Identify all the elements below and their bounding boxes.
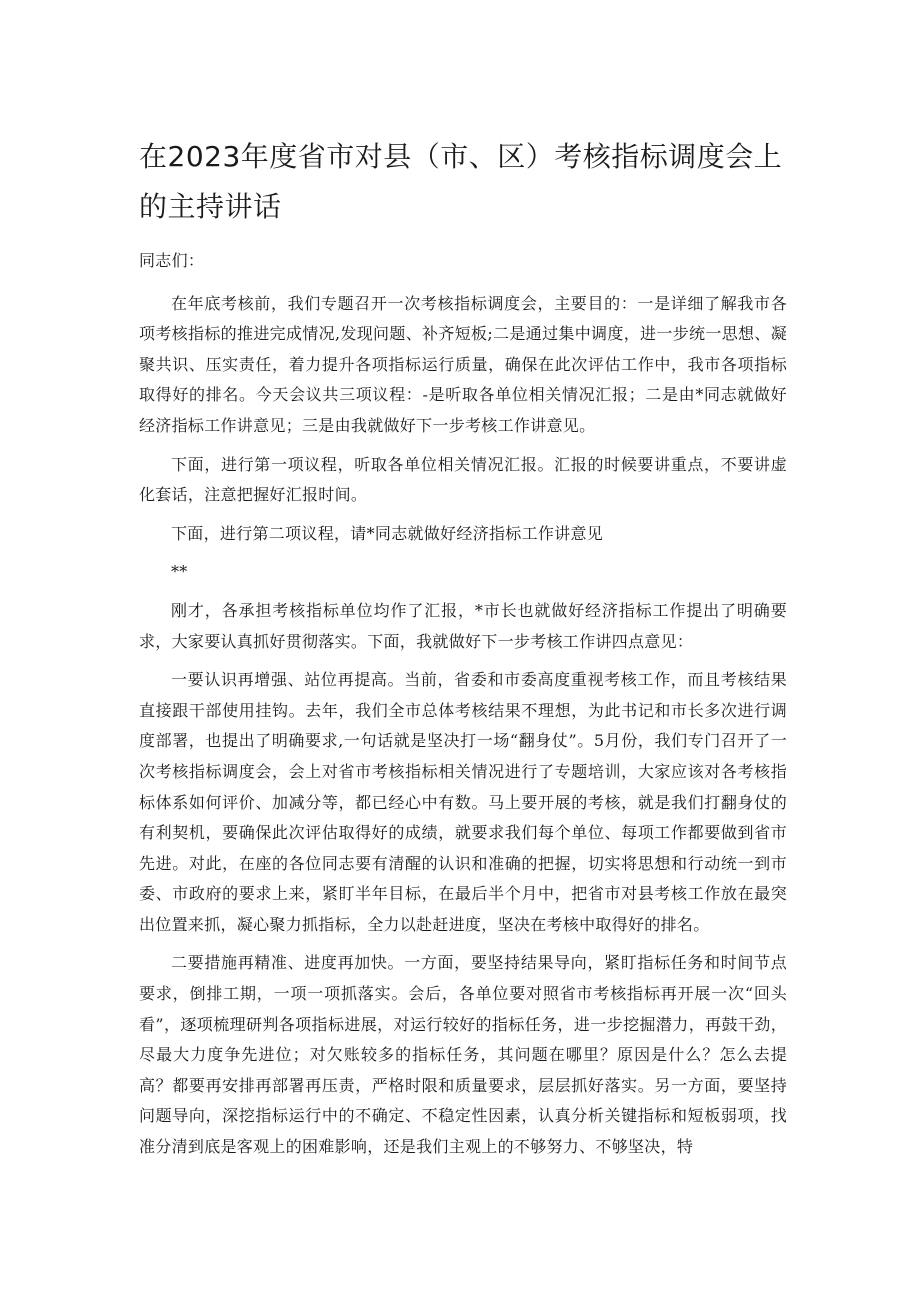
salutation: 同志们： [139,251,205,270]
document-body [139,246,787,1171]
document-title: 在2023年度省市对县（市、区）考核指标调度会上的主持讲话 [139,140,783,223]
paragraph-point-one: 一要认识再增强、站位再提高。当前，省委和市委高度重视考核工作，而且考核结果直接跟干部使用挂钩。去年，我们全市总体考核结果不理想，为此书记和市长多次进行调度部署，也提出了明确要求,一句话就是坚决打一场“翻身仗”。5月份，我们专门召开了一次考核指标调度会，会上对省市考核指标相关情况进行了专题培训，大家应该对各考核指标体系如何评价、加减分等，都已经心中有数。马上要开展的考核，就是我们打翻身仗的有利契机，要确保此次评估取得好的成绩，就要求我们每个单位、每项工作都要做到省市先进。对此，在座的各位同志要有清醒的认识和准确的把握，切实将思想和行动统一到市委、市政府的要求上来，紧盯半年目标，在最后半个月中，把省市对县考核工作放在最突出位置来抓，凝心聚力抓指标，全力以赴赶进度，坚决在考核中取得好的排名。 [139,670,787,934]
paragraph-placeholder: ** [171,562,188,582]
paragraph-agenda-two: 下面，进行第二项议程，请*同志就做好经济指标工作讲意见 [171,523,604,543]
paragraph-opening: 在年底考核前，我们专题召开一次考核指标调度会，主要目的：一是详细了解我市各项考核指标的推进完成情况,发现问题、补齐短板;二是通过集中调度，进一步统一思想、凝聚共识、压实责任，着力提升各项指标运行质量，确保在此次评估工作中，我市各项指标取得好的排名。今天会议共三项议程：-是听取各单位相关情况汇报；二是由*同志就做好经济指标工作讲意见；三是由我就做好下一步考核工作讲意见。 [139,293,787,435]
paragraph-point-two: 二要措施再精准、进度再加快。一方面，要坚持结果导向，紧盯指标任务和时间节点要求，倒排工期，一项一项抓落实。会后，各单位要对照省市考核指标再开展一次“回头看”，逐项梳理研判各项指标进展，对运行较好的指标任务，进一步挖掘潜力，再鼓干劲，尽最大力度争先进位；对欠账较多的指标任务，其问题在哪里？原因是什么？怎么去提高？都要再安排再部署再压责，严格时限和质量要求，层层抓好落实。另一方面，要坚持问题导向，深挖指标运行中的不确定、不稳定性因素，认真分析关键指标和短板弱项，找准分清到底是客观上的困难影响，还是我们主观上的不够努力、不够坚决，特 [139,953,787,1157]
paragraph-agenda-one: 下面，进行第一项议程，听取各单位相关情况汇报。汇报的时候要讲重点，不要讲虚化套话，注意把握好汇报时间。 [139,454,787,505]
paragraph-summary: 刚才，各承担考核指标单位均作了汇报，*市长也就做好经济指标工作提出了明确要求，大家要认真抓好贯彻落实。下面，我就做好下一步考核工作讲四点意见： [139,600,787,651]
